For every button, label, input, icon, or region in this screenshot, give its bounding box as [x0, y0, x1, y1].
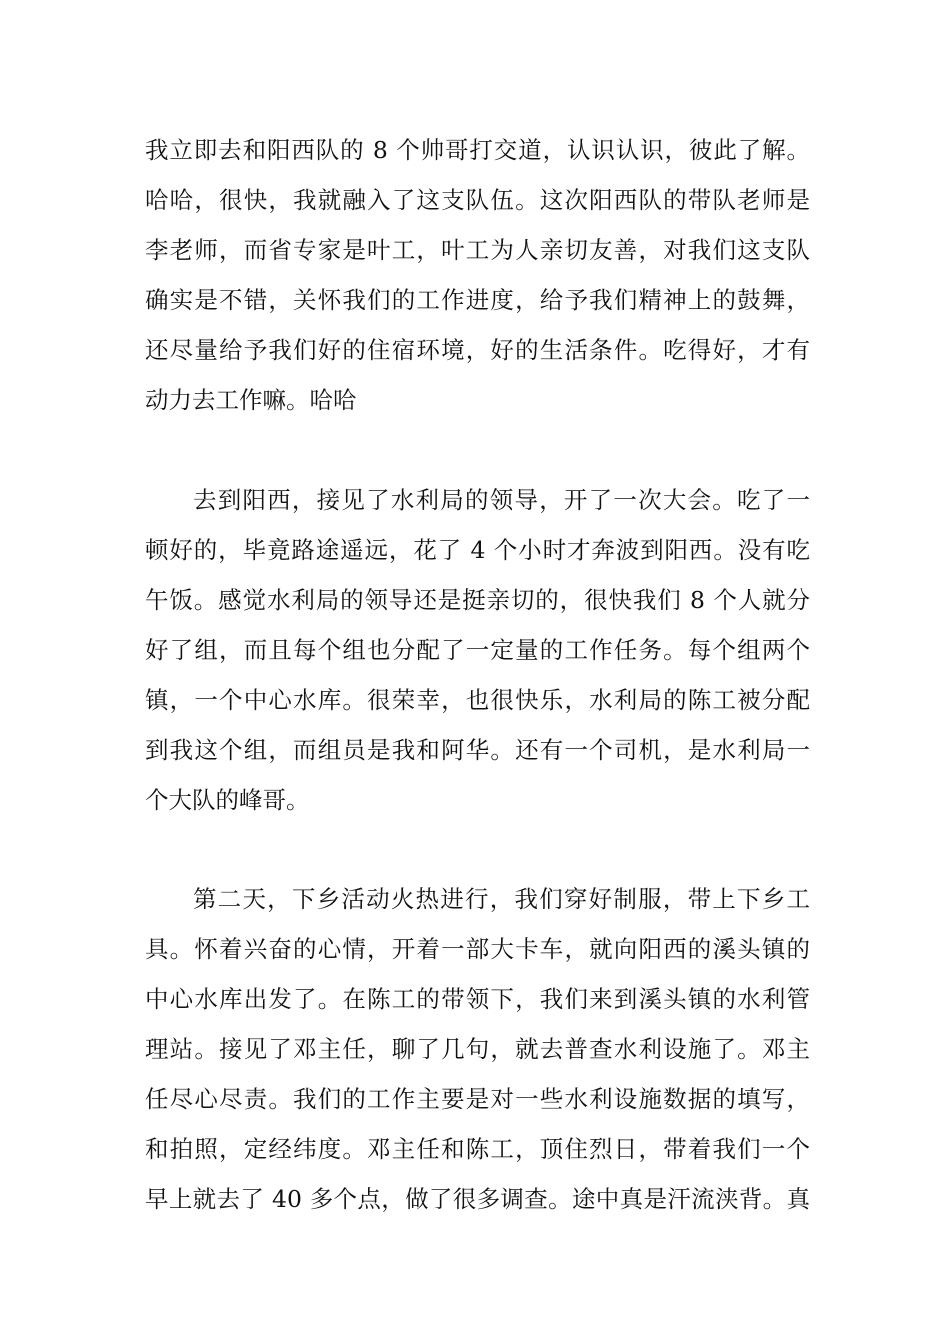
paragraph-3-line-7: 早上就去了 40 多个点，做了很多调查。途中真是汗流浃背。真	[145, 1185, 810, 1213]
paragraph-3-line-4: 理站。接见了邓主任，聊了几句，就去普查水利设施了。邓主	[145, 1035, 810, 1063]
paragraph-3-line-3: 中心水库出发了。在陈工的带领下，我们来到溪头镇的水利管	[145, 985, 810, 1013]
paragraph-2-line-1: 去到阳西，接见了水利局的领导，开了一次大会。吃了一	[193, 486, 810, 514]
paragraph-3-line-5: 任尽心尽责。我们的工作主要是对一些水利设施数据的填写，	[145, 1085, 810, 1113]
paragraph-2-line-4: 好了组，而且每个组也分配了一定量的工作任务。每个组两个	[145, 636, 810, 664]
paragraph-1-line-3: 李老师，而省专家是叶工，叶工为人亲切友善，对我们这支队	[145, 236, 810, 264]
paragraph-3-line-1: 第二天，下乡活动火热进行，我们穿好制服，带上下乡工	[193, 885, 810, 913]
paragraph-2-line-5: 镇，一个中心水库。很荣幸，也很快乐，水利局的陈工被分配	[145, 686, 810, 714]
paragraph-2-line-2: 顿好的，毕竟路途遥远，花了 4 个小时才奔波到阳西。没有吃	[145, 536, 810, 564]
paragraph-2-line-3: 午饭。感觉水利局的领导还是挺亲切的，很快我们 8 个人就分	[145, 586, 810, 614]
paragraph-2-line-7: 个大队的峰哥。	[145, 786, 310, 814]
paragraph-1-line-6: 动力去工作嘛。哈哈	[145, 386, 357, 414]
paragraph-1-line-1: 我立即去和阳西队的 8 个帅哥打交道，认识认识，彼此了解。	[145, 136, 810, 164]
paragraph-1-line-5: 还尽量给予我们好的住宿环境，好的生活条件。吃得好，才有	[145, 336, 810, 364]
paragraph-1-line-2: 哈哈，很快，我就融入了这支队伍。这次阳西队的带队老师是	[145, 186, 810, 214]
paragraph-1-line-4: 确实是不错，关怀我们的工作进度，给予我们精神上的鼓舞，	[145, 286, 810, 314]
paragraph-2-line-6: 到我这个组，而组员是我和阿华。还有一个司机，是水利局一	[145, 736, 810, 764]
paragraph-3-line-6: 和拍照，定经纬度。邓主任和陈工，顶住烈日，带着我们一个	[145, 1135, 810, 1163]
paragraph-3-line-2: 具。怀着兴奋的心情，开着一部大卡车，就向阳西的溪头镇的	[145, 935, 810, 963]
